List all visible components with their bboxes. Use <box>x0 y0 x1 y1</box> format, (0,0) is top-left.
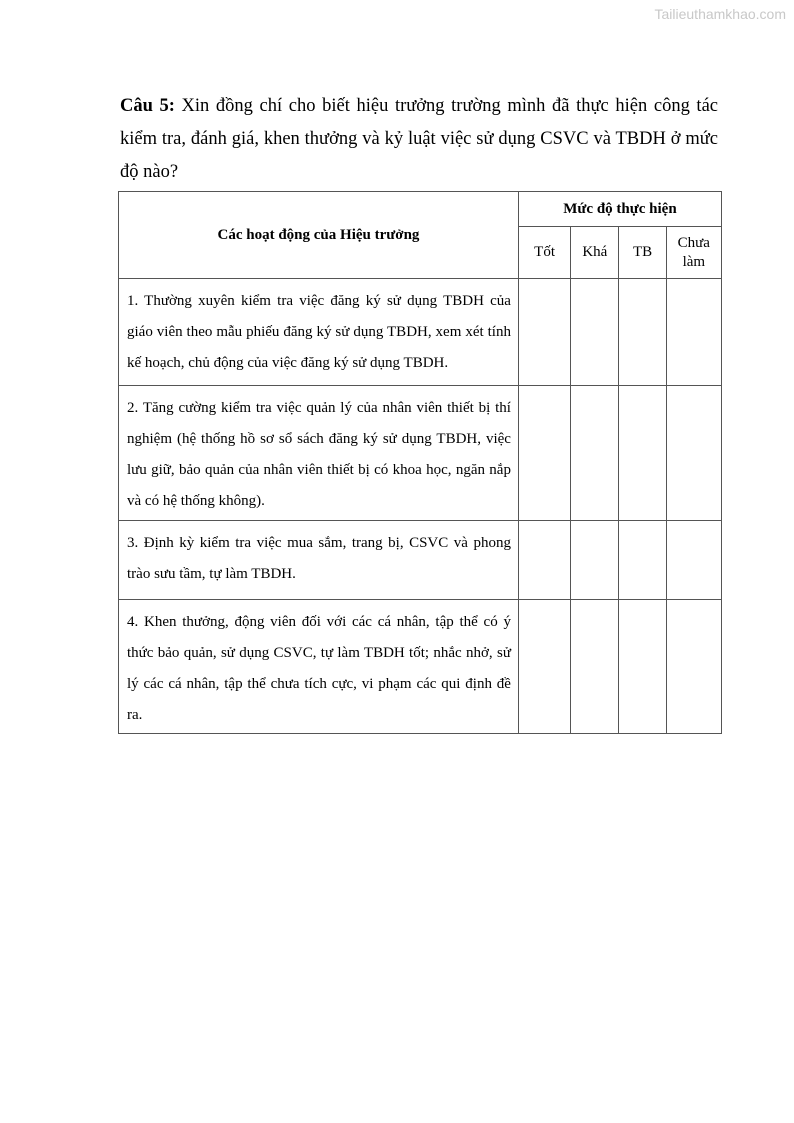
survey-table <box>118 191 722 734</box>
watermark: Tailieuthamkhao.com <box>654 6 786 22</box>
rating-cell-tot[interactable] <box>518 600 570 734</box>
level-header-chua-lam: Chưa làm <box>666 227 721 279</box>
table-row <box>119 521 722 600</box>
rating-cell-tb[interactable] <box>619 386 666 521</box>
rating-cell-tot[interactable] <box>518 279 570 386</box>
level-header-kha: Khá <box>571 227 619 279</box>
rating-cell-tb[interactable] <box>619 521 666 600</box>
rating-cell-tot[interactable] <box>518 521 570 600</box>
level-column-header: Mức độ thực hiện <box>518 192 721 227</box>
activity-cell: 4. Khen thưởng, động viên đối với các cá nhân, tập thể có ý thức bảo quản, sử dụng CSVC, tự làm TBDH tốt; nhắc nhở, sử lý các cá nhân, tập thể chưa tích cực, vi phạm các qui định đề ra. <box>119 600 519 734</box>
activity-cell: 3. Định kỳ kiểm tra việc mua sắm, trang bị, CSVC và phong trào sưu tầm, tự làm TBDH. <box>119 521 519 600</box>
rating-cell-kha[interactable] <box>571 600 619 734</box>
rating-cell-tb[interactable] <box>619 279 666 386</box>
rating-cell-kha[interactable] <box>571 279 619 386</box>
question-label: Câu 5: <box>120 96 175 116</box>
activity-column-header: Các hoạt động của Hiệu trưởng <box>119 192 519 279</box>
level-header-tb: TB <box>619 227 666 279</box>
table-row <box>119 600 722 734</box>
rating-cell-chua-lam[interactable] <box>666 386 721 521</box>
rating-cell-kha[interactable] <box>571 386 619 521</box>
rating-cell-tb[interactable] <box>619 600 666 734</box>
question-text: Xin đồng chí cho biết hiệu trưởng trường mình đã thực hiện công tác kiểm tra, đánh giá, khen thưởng và kỷ luật việc sử dụng CSVC và TBDH ở mức độ nào? <box>120 96 718 182</box>
rating-cell-tot[interactable] <box>518 386 570 521</box>
table-row <box>119 386 722 521</box>
table-row <box>119 279 722 386</box>
rating-cell-chua-lam[interactable] <box>666 521 721 600</box>
level-header-tot: Tốt <box>518 227 570 279</box>
activity-cell: 1. Thường xuyên kiểm tra việc đăng ký sử dụng TBDH của giáo viên theo mẫu phiếu đăng ký sử dụng TBDH, xem xét tính kế hoạch, chủ động của việc đăng ký sử dụng TBDH. <box>119 279 519 386</box>
rating-cell-kha[interactable] <box>571 521 619 600</box>
rating-cell-chua-lam[interactable] <box>666 279 721 386</box>
activity-cell: 2. Tăng cường kiểm tra việc quản lý của nhân viên thiết bị thí nghiệm (hệ thống hồ sơ sổ sách đăng ký sử dụng TBDH, việc lưu giữ, bảo quản của nhân viên thiết bị có khoa học, ngăn nắp và có hệ thống không). <box>119 386 519 521</box>
rating-cell-chua-lam[interactable] <box>666 600 721 734</box>
question-paragraph <box>120 90 718 189</box>
